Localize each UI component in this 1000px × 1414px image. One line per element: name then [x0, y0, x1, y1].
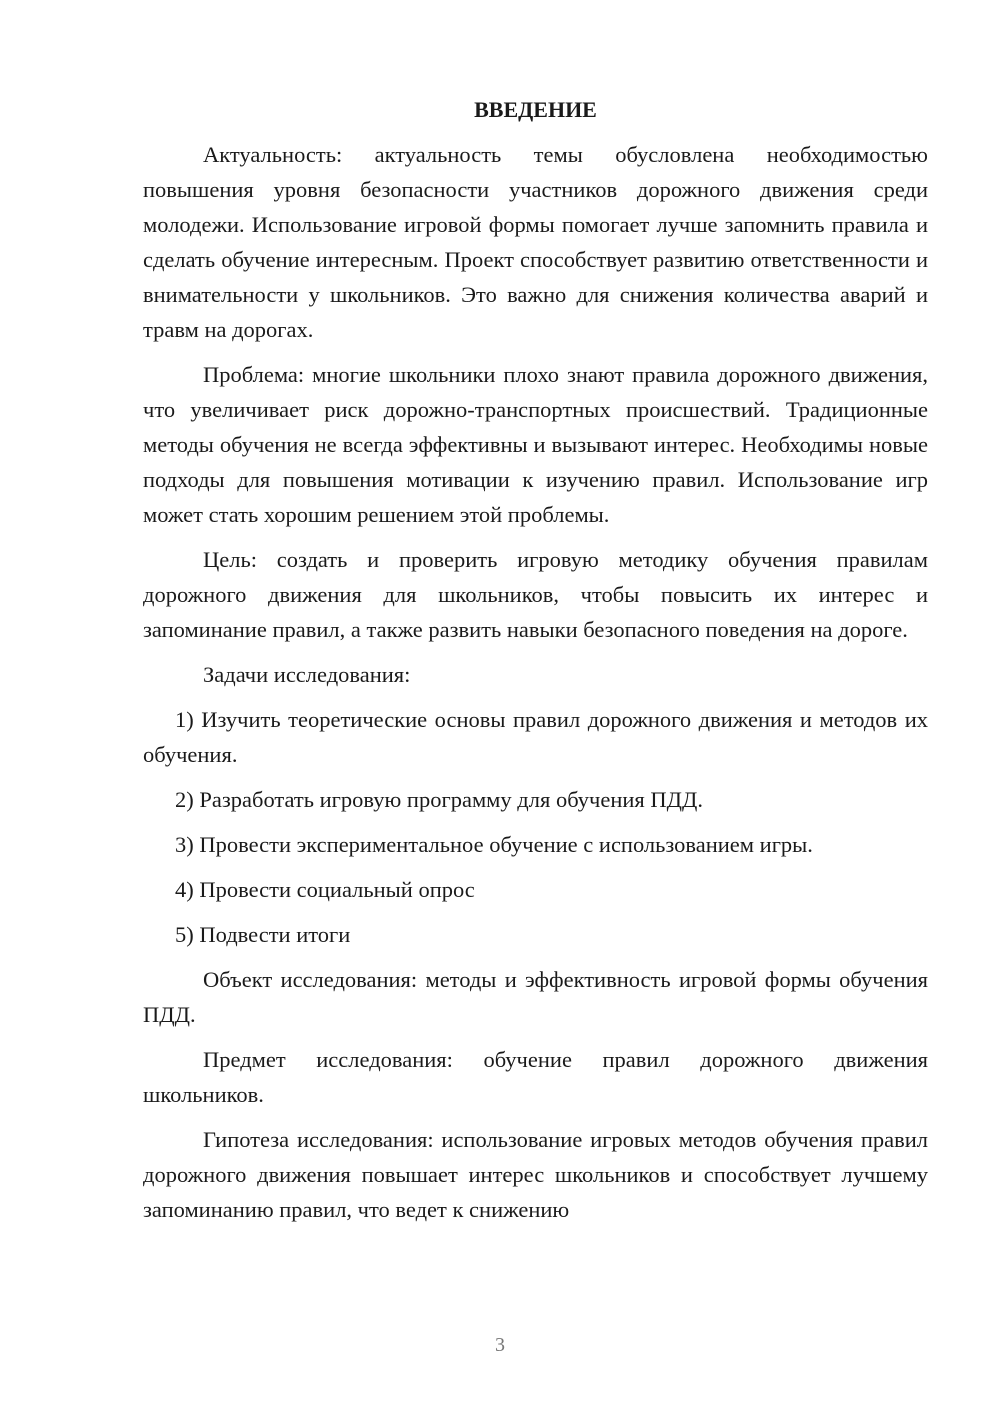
- relevance-paragraph: Актуальность: актуальность темы обусловлена необходимостью повышения уровня безопасности участников дорожного движения среди молодежи. Использование игровой формы помогает лучше запомнить правила и сделать обучение интересным. Проект способствует развитию ответственности и внимательности у школьников. Это важно для снижения количества аварий и травм на дорогах.: [143, 142, 928, 342]
- task-item-1: 1) Изучить теоретические основы правил дорожного движения и методов их обучения.: [143, 707, 928, 767]
- page-number: 3: [495, 1334, 505, 1356]
- page-content: [143, 95, 928, 1237]
- goal-paragraph: Цель: создать и проверить игровую методику обучения правилам дорожного движения для школьников, чтобы повысить их интерес и запоминание правил, а также развить навыки безопасного поведения на дороге.: [143, 547, 928, 642]
- task-item-2: 2) Разработать игровую программу для обучения ПДД.: [175, 787, 703, 812]
- problem-paragraph: Проблема: многие школьники плохо знают правила дорожного движения, что увеличивает риск дорожно-транспортных происшествий. Традиционные методы обучения не всегда эффективны и вызывают интерес. Необходимы новые подходы для повышения мотивации к изучению правил. Использование игр может стать хорошим решением этой проблемы.: [143, 362, 928, 527]
- hypothesis-paragraph: Гипотеза исследования: использование игровых методов обучения правил дорожного движения повышает интерес школьников и способствует лучшему запоминанию правил, что ведет к снижению: [143, 1127, 928, 1222]
- task-item-3: 3) Провести экспериментальное обучение с использованием игры.: [175, 832, 813, 857]
- task-item-4: 4) Провести социальный опрос: [175, 877, 475, 902]
- tasks-title: Задачи исследования:: [203, 662, 411, 687]
- object-paragraph: Объект исследования: методы и эффективность игровой формы обучения ПДД.: [143, 967, 928, 1027]
- subject-paragraph: Предмет исследования: обучение правил дорожного движения школьников.: [143, 1047, 928, 1107]
- task-item-5: 5) Подвести итоги: [175, 922, 351, 947]
- section-heading: ВВЕДЕНИЕ: [474, 97, 597, 122]
